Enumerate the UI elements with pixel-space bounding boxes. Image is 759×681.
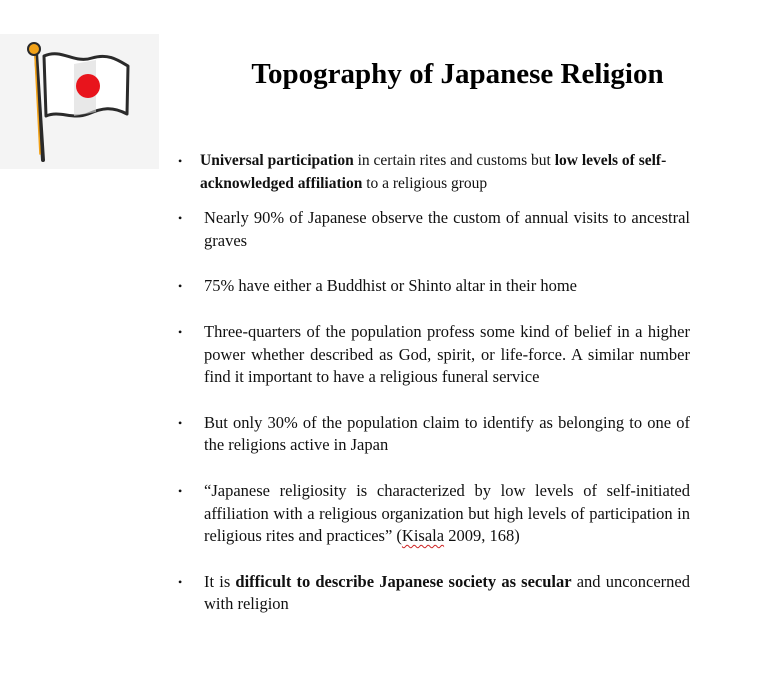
bullet-item [178,150,690,195]
bullet-text: in certain rites and customs but [353,152,555,169]
bullet-marker: • [178,324,183,339]
spacer [178,457,690,480]
logo-panel [0,34,159,169]
spacer [178,252,690,275]
bullet-item [178,412,690,457]
spacer [178,195,690,207]
bullet-marker: • [178,211,183,226]
spacer [178,389,690,412]
bullet-text: 75% have either a Buddhist or Shinto altar in their home [204,276,577,296]
bullet-marker: • [178,154,183,168]
bullet-text: Three-quarters of the population profess some kind of belief in a higher power whether described as God, spirit, or life-force. A similar number find it important to have a religious funeral service [204,321,690,387]
bullet-text: But only 30% of the population claim to identify as belonging to one of the religions active in Japan [204,412,690,455]
bullet-item [178,321,690,389]
citation-author: Kisala [401,526,445,546]
quote-text: “Japanese religiosity is characterized by low levels of self-initiated affiliation with a religious organization but high levels of participation in religious rites and practices” ( [204,480,690,546]
bullet-marker: • [178,483,183,498]
bullet-list [178,150,690,616]
bullet-marker: • [178,574,183,589]
bullet-item [178,480,690,548]
bullet-marker: • [178,415,183,430]
bullet-text-bold: difficult to describe Japanese society as secular [235,571,572,591]
bullet-item [178,275,690,298]
bullet-item [178,207,690,252]
japanese-flag-icon [0,34,159,169]
spacer [178,298,690,321]
spacer [178,548,690,571]
bullet-text: and unconcerned with religion [204,571,690,614]
bullet-text: It is [204,571,236,591]
bullet-marker: • [178,279,183,294]
bullet-text-bold: Universal participation [200,152,354,169]
bullet-text-bold: low levels of self-acknowledged affiliation [200,152,667,192]
bullet-text: to a religious group [362,174,488,192]
bullet-item [178,571,690,616]
citation-year: 2009, 168) [444,526,520,546]
bullet-text: Nearly 90% of Japanese observe the custom of annual visits to ancestral graves [204,208,690,250]
slide-title: Topography of Japanese Religion [251,58,664,90]
